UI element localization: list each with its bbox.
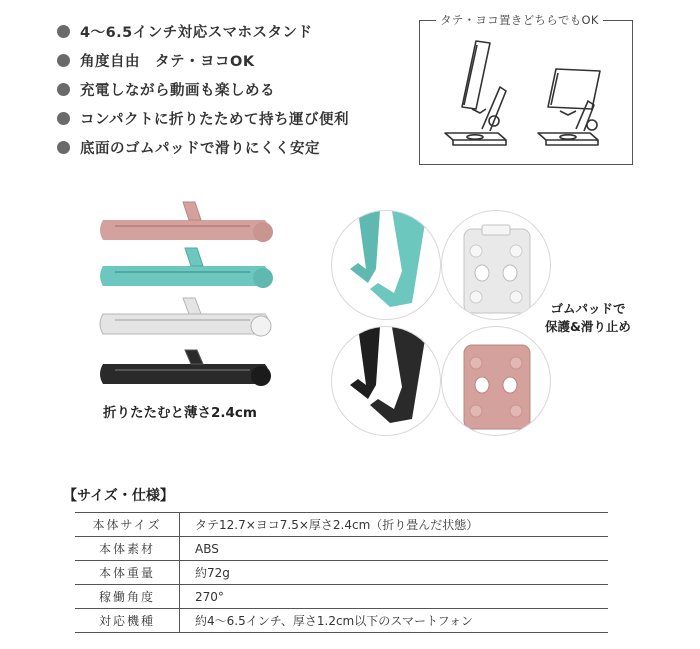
folded-stands-illustration [95,198,285,393]
bullet-icon [57,141,70,154]
table-row [75,513,608,537]
spec-value: ABS [180,537,609,561]
orientation-box [419,13,633,165]
spec-value: 270° [180,585,609,609]
feature-text: 角度自由 タテ・ヨコOK [80,54,255,70]
table-row [75,585,608,609]
table-row [75,561,608,585]
pink-pad-detail [441,326,551,436]
spec-table [75,512,608,633]
feature-item [57,75,349,104]
mint-hook-detail [331,210,441,320]
spec-key: 本体重量 [75,561,180,585]
table-row [75,537,608,561]
spec-key: 稼働角度 [75,585,180,609]
orientation-illustration [420,21,632,164]
feature-item [57,104,349,133]
table-row [75,609,608,633]
feature-item [57,46,349,75]
orientation-box-title: タテ・ヨコ置きどちらでもOK [436,12,603,28]
folded-stand-white [100,298,271,336]
spec-value: 約72g [180,561,609,585]
feature-text: 底面のゴムパッドで滑りにくく安定 [80,141,320,157]
pad-caption-line: 保護&滑り止め [545,319,631,334]
feature-text: コンパクトに折りたためて持ち運び便利 [80,112,349,128]
folded-stand-mint [100,248,273,288]
spec-key: 対応機種 [75,609,180,633]
folded-stand-pink [100,202,273,242]
feature-item [57,17,349,46]
feature-list [57,17,349,162]
fold-caption: 折りたたむと薄さ2.4cm [103,405,257,421]
feature-item [57,133,349,162]
portrait-stand-icon [445,41,506,145]
feature-text: 充電しながら動画も楽しめる [80,83,275,99]
folded-stand-black [100,350,271,386]
white-pad-detail [441,210,551,320]
bullet-icon [57,83,70,96]
bullet-icon [57,54,70,67]
landscape-stand-icon [538,69,600,145]
bullet-icon [57,25,70,38]
spec-value: タテ12.7×ヨコ7.5×厚さ2.4cm（折り畳んだ状態） [180,513,609,537]
spec-key: 本体素材 [75,537,180,561]
black-hook-detail [331,326,441,436]
spec-value: 約4～6.5インチ、厚さ1.2cm以下のスマートフォン [180,609,609,633]
spec-title: 【サイズ・仕様】 [63,488,174,504]
feature-text: 4～6.5インチ対応スマホスタンド [80,25,313,41]
spec-key: 本体サイズ [75,513,180,537]
pad-caption [545,300,631,336]
pad-caption-line: ゴムパッドで [550,301,626,316]
bullet-icon [57,112,70,125]
